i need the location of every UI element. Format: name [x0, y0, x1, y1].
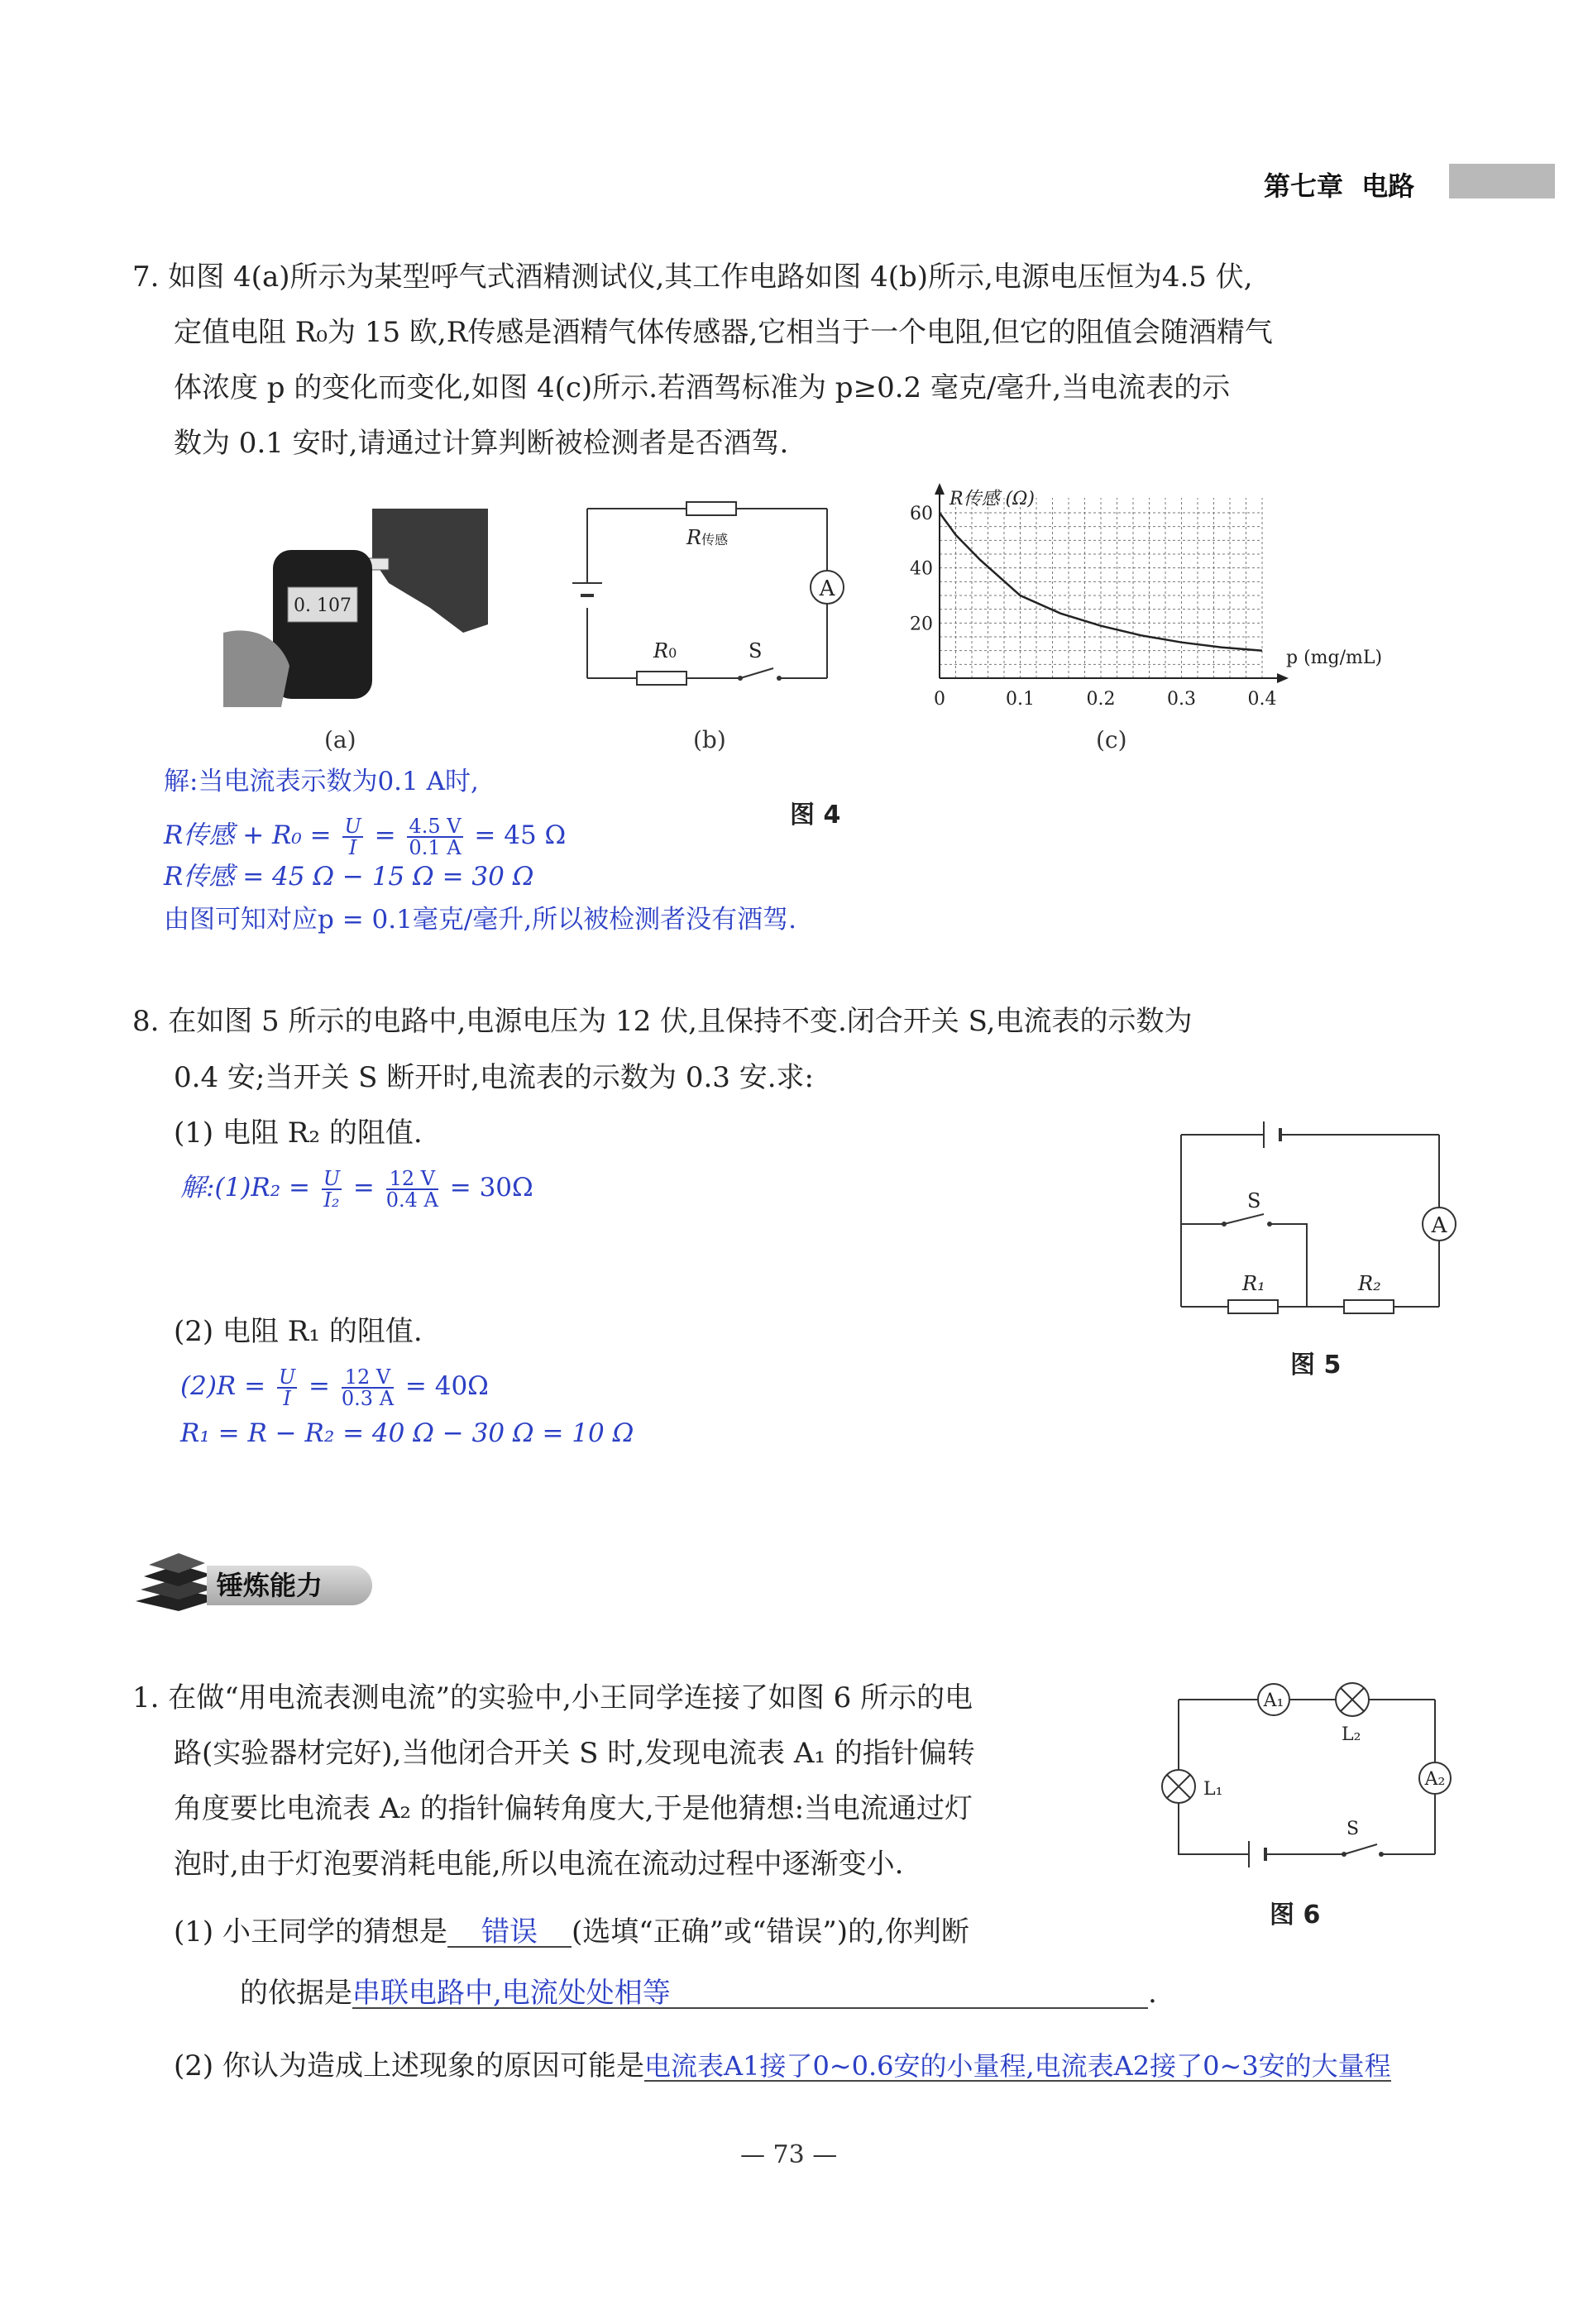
q7-a2-left: R传感 + R₀ =	[164, 820, 332, 850]
svg-text:R传感	[686, 526, 728, 549]
q7-a2-num: 4.5 V	[409, 814, 462, 838]
figure-6-circuit	[1158, 1679, 1456, 1877]
chapter-label	[1264, 165, 1414, 203]
lamp-l1-icon	[1162, 1770, 1195, 1803]
q1-line-1: 1. 在做“用电流表测电流”的实验中,小王同学连接了如图 6 所示的电	[132, 1681, 973, 1714]
chart-x-tick-label: 0.3	[1167, 689, 1196, 710]
q1-p2-a: (2) 你认为造成上述现象的原因可能是	[174, 2049, 644, 2083]
chart-x-tick-label: 0.1	[1006, 689, 1035, 710]
q1-p1-blank: 错误	[447, 1918, 572, 1948]
q8-a1-i: I₂	[323, 1188, 340, 1212]
q8-answer-2-line-2: R₁ = R − R₂ = 40 Ω − 30 Ω = 10 Ω	[180, 1418, 634, 1448]
q1-line-4: 泡时,由于灯泡要消耗电能,所以电流在流动过程中逐渐变小.	[174, 1848, 904, 1881]
device-body	[273, 550, 372, 699]
q8-a1-left: 解:(1)R₂ =	[180, 1173, 310, 1203]
q1-part-1	[174, 1915, 969, 1949]
q1-p1-blank-2: 串联电路中,电流处处相等	[352, 1979, 1148, 2009]
device-reading: 0. 107	[294, 595, 352, 616]
r-sensor-sub: 传感	[701, 532, 729, 548]
q8-a2-left: (2)R =	[180, 1371, 266, 1401]
x-axis-arrow	[1277, 673, 1289, 683]
chapter-number: 第七章	[1264, 170, 1344, 202]
q1-line-2: 路(实验器材完好),当他闭合开关 S 时,发现电流表 A₁ 的指针偏转	[174, 1737, 975, 1770]
q7-line-3: 体浓度 p 的变化而变化,如图 4(c)所示.若酒驾标准为 p≥0.2 毫克/毫升,当电流表的示	[174, 371, 1231, 404]
section-title: 锤炼能力	[217, 1570, 323, 1601]
q8-part-2: (2) 电阻 R₁ 的阻值.	[174, 1315, 423, 1348]
ammeter-label: A	[1431, 1213, 1447, 1238]
q8-a2-den: 0.3 A	[341, 1386, 395, 1410]
r1-label: R₁	[1242, 1272, 1265, 1295]
q1-line-3: 角度要比电流表 A₂ 的指针偏转角度大,于是他猜想:当电流通过灯	[174, 1792, 973, 1825]
q8-a2-num: 12 V	[342, 1367, 394, 1389]
q8-a1-right: = 30Ω	[449, 1173, 533, 1203]
q8-line-2: 0.4 安;当开关 S 断开时,电流表的示数为 0.3 安.求:	[174, 1061, 814, 1094]
q7-answer-line-2: R传感 + R₀ = $\frac{U}{I}$ = $\frac{4.5 V}{0.1 A}$ = 45 Ω	[164, 814, 567, 859]
chart-x-tick-label: 0	[934, 689, 945, 710]
figure-4a-breathalyzer	[223, 509, 488, 707]
chart-xlabel: p (mg/mL)	[1286, 648, 1383, 668]
r0-resistor	[637, 672, 686, 685]
q8-a1-frac-ui	[322, 1166, 342, 1212]
r2-label: R₂	[1358, 1272, 1381, 1295]
r-sensor-label: R	[686, 526, 702, 549]
q1-p1-c: 的依据是	[240, 1977, 352, 2010]
switch-label: S	[749, 639, 763, 662]
q1-p1-b: (选填“正确”或“错误”)的,你判断	[571, 1915, 969, 1949]
q7-a2-frac-values	[407, 816, 462, 858]
q7-line-4: 数为 0.1 安时,请通过计算判断被检测者是否酒驾.	[174, 427, 789, 460]
q8-a1-u: U	[323, 1166, 341, 1190]
fig4a-sublabel: (a)	[324, 726, 356, 753]
ammeter-a2-label: A₂	[1424, 1769, 1446, 1790]
y-axis-arrow	[935, 483, 945, 495]
r1-resistor	[1228, 1300, 1278, 1313]
r2-resistor	[1344, 1300, 1394, 1313]
q8-a2-frac-values	[342, 1367, 394, 1408]
chart-y-tick-label: 20	[910, 614, 933, 635]
q8-answer-1: 解:(1)R₂ = $\frac{U}{\text{I₂}}$ = $\frac{12 V}{0.4 A}$ = 30Ω	[180, 1166, 533, 1212]
svg-text:R0	[653, 639, 677, 662]
figure-4b-circuit	[562, 496, 852, 695]
r0-label: R	[653, 639, 669, 662]
fig4b-sublabel: (b)	[693, 726, 726, 753]
switch-label: S	[1247, 1189, 1261, 1212]
q8-answer-2: (2)R = $\frac{U}{I}$ = $\frac{12 V}{0.3 A}$ = 40Ω	[180, 1365, 489, 1410]
fig4-caption: 图 4	[790, 801, 841, 830]
q7-answer-line-3: R传感 = 45 Ω − 15 Ω = 30 Ω	[164, 862, 534, 892]
q7-line-2: 定值电阻 R₀为 15 欧,R传感是酒精气体传感器,它相当于一个电阻,但它的阻值会随酒精气	[174, 316, 1273, 349]
q7-a2-i: I	[348, 835, 357, 859]
fig5-caption: 图 5	[1290, 1351, 1342, 1380]
q7-a2-right: = 45 Ω	[474, 820, 567, 850]
ammeter-a1-label: A₁	[1263, 1690, 1284, 1711]
chart-x-tick-label: 0.4	[1247, 689, 1277, 710]
lamp-l2-label: L₂	[1342, 1724, 1361, 1745]
q1-part-2	[174, 2049, 1391, 2083]
q8-a2-frac-ui	[277, 1367, 297, 1408]
q1-p1-end: .	[1148, 1977, 1157, 2010]
fig4c-sublabel: (c)	[1096, 726, 1127, 753]
figure-4c-chart	[893, 480, 1423, 710]
chart-ylabel: R传感 (Ω)	[949, 489, 1035, 509]
q8-line-1: 8. 在如图 5 所示的电路中,电源电压为 12 伏,且保持不变.闭合开关 S,电流表的示数为	[132, 1005, 1193, 1038]
chart-y-tick-label: 40	[910, 558, 933, 580]
chart-x-tick-label: 0.2	[1086, 689, 1116, 710]
q7-a2-u: U	[344, 814, 361, 838]
q8-a1-den: 0.4 A	[385, 1188, 438, 1212]
q1-p1-a: (1) 小王同学的猜想是	[174, 1915, 447, 1949]
chart-y-tick-label: 60	[910, 504, 933, 524]
chart-grid	[940, 498, 1262, 678]
r0-sub: 0	[668, 645, 677, 661]
lamp-l2-icon	[1336, 1683, 1369, 1716]
q8-a2-right: = 40Ω	[404, 1371, 489, 1401]
q7-line-1: 7. 如图 4(a)所示为某型呼气式酒精测试仪,其工作电路如图 4(b)所示,电源电压恒为4.5 伏,	[132, 261, 1253, 294]
q7-a2-den: 0.1 A	[409, 835, 462, 859]
q7-answer-line-4: 由图可知对应p = 0.1毫克/毫升,所以被检测者没有酒驾.	[164, 905, 796, 935]
figure-5-circuit	[1166, 1125, 1464, 1323]
q8-a2-i: I	[283, 1386, 291, 1410]
page-number: — 73 —	[740, 2140, 838, 2169]
q8-a1-num: 12 V	[386, 1169, 438, 1190]
q1-p2-blank: 电流表A1接了0~0.6安的小量程,电流表A2接了0~3安的大量程	[643, 2050, 1391, 2082]
ammeter-label: A	[819, 576, 835, 601]
chapter-title: 电路	[1361, 170, 1415, 202]
r-sensor-resistor	[686, 502, 736, 515]
header-gray-bar	[1449, 164, 1555, 198]
q7-answer-line-1: 解:当电流表示数为0.1 A时,	[164, 767, 479, 796]
q7-a2-frac-ui	[342, 816, 362, 858]
switch-label: S	[1346, 1819, 1360, 1839]
q8-a1-frac-values	[385, 1166, 438, 1212]
lamp-l1-label: L₁	[1203, 1779, 1223, 1800]
fig6-caption: 图 6	[1270, 1901, 1321, 1929]
q8-part-1: (1) 电阻 R₂ 的阻值.	[174, 1117, 423, 1150]
q1-part-1-line-2	[240, 1977, 1157, 2010]
q8-a2-u: U	[278, 1365, 296, 1389]
